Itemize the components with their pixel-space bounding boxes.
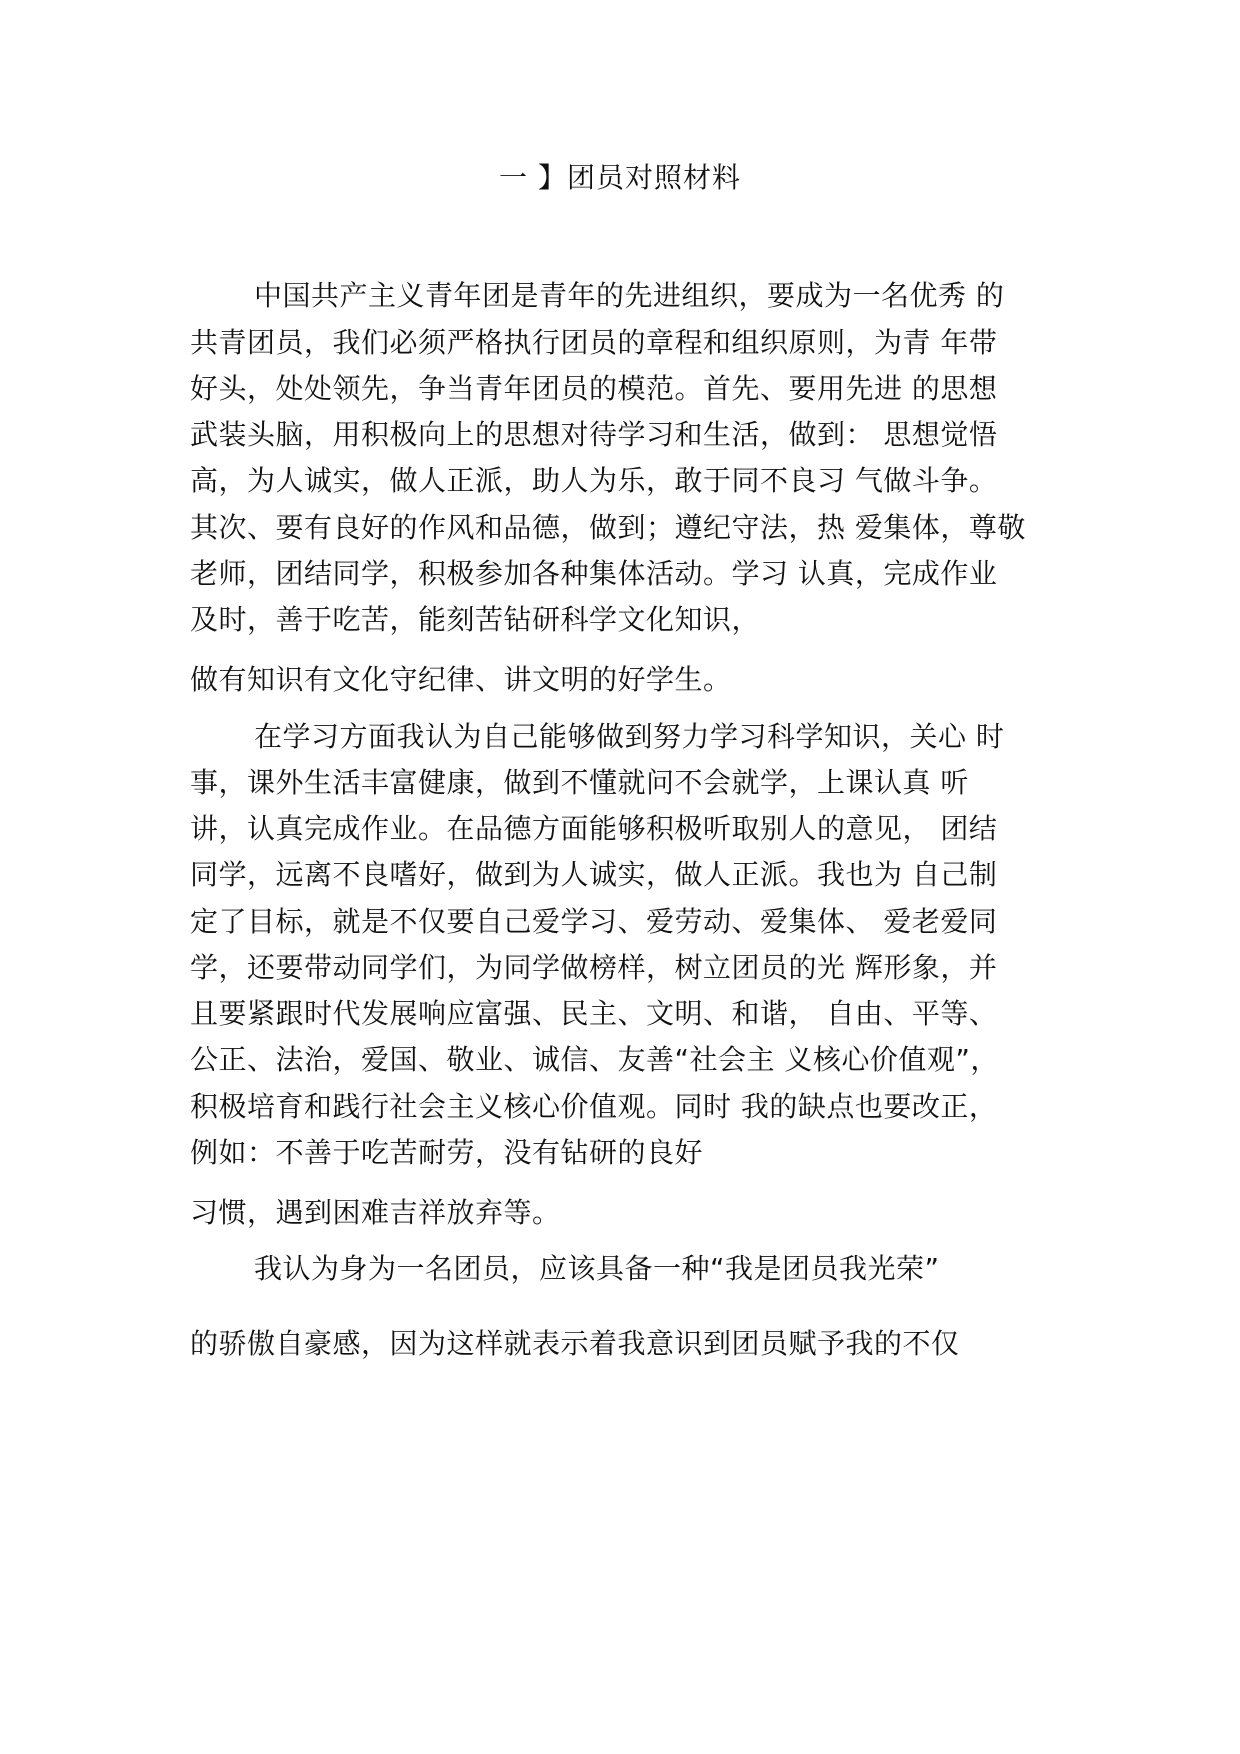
paragraph-1-line-1: 中国共产主义青年团是青年的先进组织，要成为一名优秀 的 xyxy=(254,279,1005,312)
paragraph-3-line-2: 的骄傲自豪感，因为这样就表示着我意识到团员赋予我的不仅 xyxy=(190,1327,960,1360)
paragraph-1-line-7: 老师，团结同学，积极参加各种集体活动。学习 认真，完成作业 xyxy=(190,557,998,590)
paragraph-2-line-5: 定了目标，就是不仅要自己爱学习、爱劳动、爱集体、 爱老爱同 xyxy=(190,905,998,938)
paragraph-1-line-2: 共青团员，我们必须严格执行团员的章程和组织原则，为青 年带 xyxy=(190,326,998,359)
paragraph-2-line-9: 积极培育和践行社会主义核心价值观。同时 我的缺点也要改正， xyxy=(190,1090,998,1123)
paragraph-1-line-6: 其次、要有良好的作风和品德，做到；遵纪守法，热 爱集体，尊敬 xyxy=(190,511,1026,544)
paragraph-2-line-6: 学，还要带动同学们，为同学做榜样，树立团员的光 辉形象，并 xyxy=(190,951,998,984)
paragraph-2-line-1: 在学习方面我认为自己能够做到努力学习科学知识，关心 时 xyxy=(254,720,1005,753)
paragraph-2-line-2: 事，课外生活丰富健康，做到不懂就问不会就学，上课认真 听 xyxy=(190,766,969,799)
paragraph-1-line-3: 好头，处处领先，争当青年团员的模范。首先、要用先进 的思想 xyxy=(190,372,998,405)
paragraph-1-line-9: 做有知识有文化守纪律、讲文明的好学生。 xyxy=(190,663,732,696)
paragraph-1-line-8: 及时，善于吃苦，能刻苦钻研科学文化知识， xyxy=(190,603,761,636)
paragraph-2-line-4: 同学，远离不良嗜好，做到为人诚实，做人正派。我也为 自己制 xyxy=(190,858,998,891)
paragraph-2-line-8: 公正、法治，爱国、敬业、诚信、友善“社会主 义核心价值观”， xyxy=(190,1043,999,1076)
paragraph-2-line-10: 例如：不善于吃苦耐劳，没有钻研的良好 xyxy=(190,1136,704,1169)
paragraph-2-line-3: 讲，认真完成作业。在品德方面能够积极听取别人的意见， 团结 xyxy=(190,812,998,845)
paragraph-2-line-7: 且要紧跟时代发展响应富强、民主、文明、和谐， 自由、平等、 xyxy=(190,997,998,1030)
paragraph-1-line-5: 高，为人诚实，做人正派，助人为乐，敢于同不良习 气做斗争。 xyxy=(190,464,998,497)
document-title: 一 】团员对照材料 xyxy=(499,161,741,194)
paragraph-2-line-11: 习惯，遇到困难吉祥放弃等。 xyxy=(190,1196,561,1229)
paragraph-3-line-1: 我认为身为一名团员，应该具备一种“我是团员我光荣” xyxy=(254,1252,940,1285)
paragraph-1-line-4: 武装头脑，用积极向上的思想对待学习和生活，做到： 思想觉悟 xyxy=(190,418,998,451)
